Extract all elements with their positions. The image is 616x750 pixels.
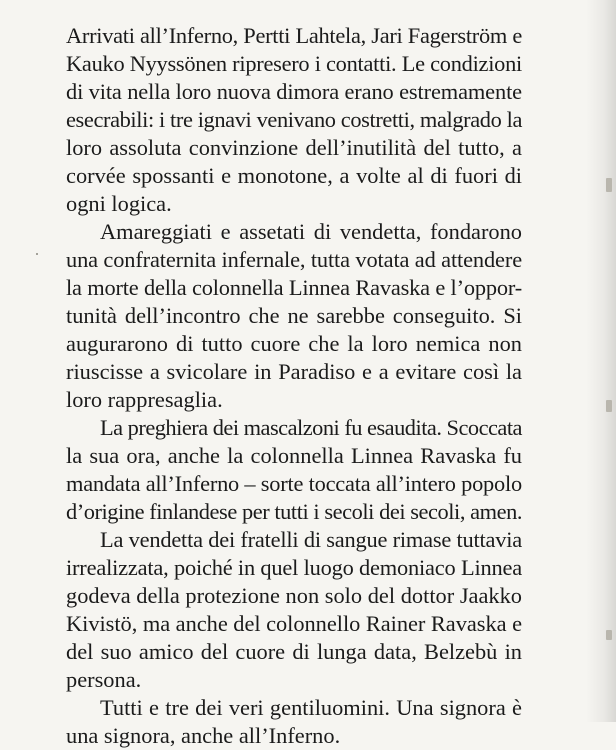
scan-edge-mark <box>606 400 612 412</box>
text-line: esecrabili: i tre ignavi venivano costretti, malgrado la <box>66 107 522 132</box>
text-line: la sua ora, anche la colonnella Linnea Ravaska fu <box>66 443 522 468</box>
paragraph-1 <box>66 22 522 218</box>
scan-edge-mark <box>606 178 612 192</box>
text-line: una confraternita infernale, tutta votata ad attendere <box>66 247 522 272</box>
text-line: una signora, anche all’Inferno. <box>66 723 341 748</box>
text-line: corvée spossanti e monotone, a volte al di fuori di <box>66 163 522 188</box>
text-line: irrealizzata, poiché in quel luogo demoniaco Linnea <box>66 555 522 580</box>
text-line: La vendetta dei fratelli di sangue rimase tuttavia <box>100 527 522 552</box>
text-line: augurarono di tutto cuore che la loro nemica non <box>66 331 522 356</box>
body-text <box>66 22 522 750</box>
text-line: ogni logica. <box>66 191 172 216</box>
paragraph-3 <box>66 414 522 526</box>
text-line: di vita nella loro nuova dimora erano estremamente <box>66 79 522 104</box>
scan-speck <box>36 253 38 255</box>
text-line: Arrivati all’Inferno, Pertti Lahtela, Jari Fagerström e <box>66 23 522 48</box>
scan-edge-mark <box>606 630 612 640</box>
paragraph-5 <box>66 694 522 750</box>
text-line: loro assoluta convinzione dell’inutilità del tutto, a <box>66 135 522 160</box>
text-line: riuscisse a svicolare in Paradiso e a evitare così la <box>66 359 522 384</box>
text-line: Kauko Nyyssönen ripresero i contatti. Le condizioni <box>66 51 522 76</box>
text-line: La preghiera dei mascalzoni fu esaudita. Scoccata <box>100 415 522 440</box>
text-line: d’origine finlandese per tutti i secoli dei secoli, amen. <box>66 499 522 524</box>
text-line: Kivistö, ma anche del colonnello Rainer Ravaska e <box>66 611 522 636</box>
text-line: mandata all’Inferno – sorte toccata all’intero popolo <box>66 471 522 496</box>
paragraph-2 <box>66 218 522 414</box>
text-line: godeva della protezione non solo del dottor Jaakko <box>66 583 522 608</box>
text-line: la morte della colonnella Linnea Ravaska e l’oppor- <box>66 275 522 300</box>
text-line: persona. <box>66 667 142 692</box>
paragraph-4 <box>66 526 522 694</box>
text-line: Tutti e tre dei veri gentiluomini. Una signora è <box>100 695 522 720</box>
text-line: del suo amico del cuore di lunga data, Belzebù in <box>66 639 522 664</box>
text-line: Amareggiati e assetati di vendetta, fondarono <box>100 219 522 244</box>
page-binding-shadow <box>586 0 616 722</box>
text-line: loro rappresaglia. <box>66 387 223 412</box>
text-line: tunità dell’incontro che ne sarebbe conseguito. Si <box>66 303 522 328</box>
